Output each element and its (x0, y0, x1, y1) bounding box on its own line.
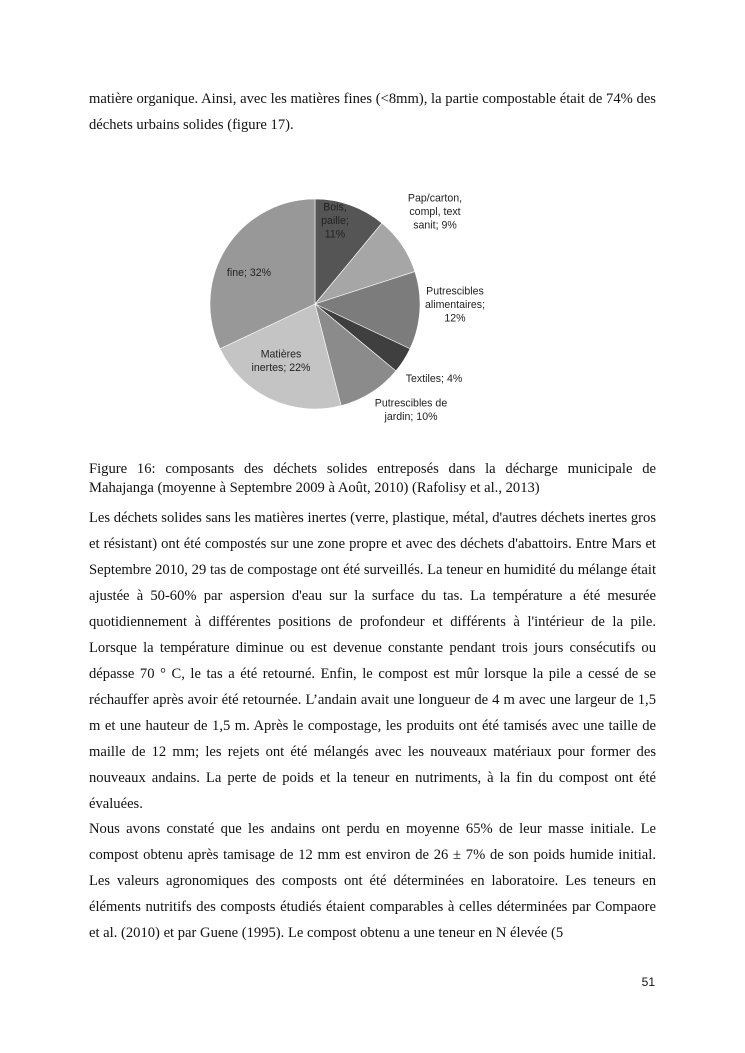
pie-label-fine: fine; 32% (226, 267, 272, 279)
results-paragraph: Nous avons constaté que les andains ont perdu en moyenne 65% de leur masse initiale. Le compost obtenu après tamisage de 12 mm est environ de 26 ± 7% de son poids humide initial. Les valeurs agronomiques des composts ont été déterminées en laboratoire. Les teneurs en éléments nutritifs des composts étudiés étaient comparables à celles déterminées par Compaore et al. (2010) et par Guene (1995). Le compost obtenu a une teneur en N élevée (5 (89, 821, 656, 941)
pie-label-pap-carton-compl-text-sanit: Pap/carton, compl, text sanit; 9% (407, 192, 463, 232)
page-number: 51 (641, 975, 655, 989)
pie-label-bois-paille: Bois, paille; 11% (321, 201, 349, 241)
intro-paragraph: matière organique. Ainsi, avec les matières fines (<8mm), la partie compostable était de 74% des déchets urbains solides (figure 17). (89, 91, 656, 133)
pie-label-textiles: Textiles; 4% (405, 373, 463, 385)
methods-paragraph: Les déchets solides sans les matières inertes (verre, plastique, métal, d'autres déchets inertes gros et résistant) ont été compostés sur une zone propre et avec des déchets d'abattoirs. Entre Mars et Septembre 2010, 29 tas de compostage ont été surveillés. La teneur en humidité du mélange était ajustée à 50-60% par aspersion d'eau sur la surface du tas. La température a été mesurée quotidiennement à différentes positions de profondeur et différents à l'intérieur de la pile. Lorsque la température diminue ou est devenue constante pendant trois jours consécutifs ou dépasse 70 ° C, le tas a été retourné. Enfin, le compost est mûr lorsque la pile a cessé de se réchauffer après avoir été retournée. L’andain avait une longueur de 4 m avec une largeur de 1,5 m et une hauteur de 1,5 m. Après le compostage, les produits ont été tamisés avec une taille de maille de 12 mm; les rejets ont été mélangés avec les nouveaux matériaux pour former des nouveaux andains. La perte de poids et la teneur en nutriments, à la fin du compost ont été évaluées. (89, 510, 656, 812)
pie-chart-svg (190, 188, 530, 436)
pie-label-mati-res-inertes: Matières inertes; 22% (251, 348, 311, 374)
pie-label-putrescibles-de-jardin: Putrescibles de jardin; 10% (374, 397, 448, 423)
waste-composition-pie-chart (190, 188, 530, 436)
pie-label-putrescibles-alimentaires: Putrescibles alimentaires; 12% (424, 285, 486, 325)
figure-caption: Figure 16: composants des déchets solides entreposés dans la décharge municipale de Mahajanga (moyenne à Septembre 2009 à Août, 2010) (Rafolisy et al., 2013) (89, 461, 656, 496)
